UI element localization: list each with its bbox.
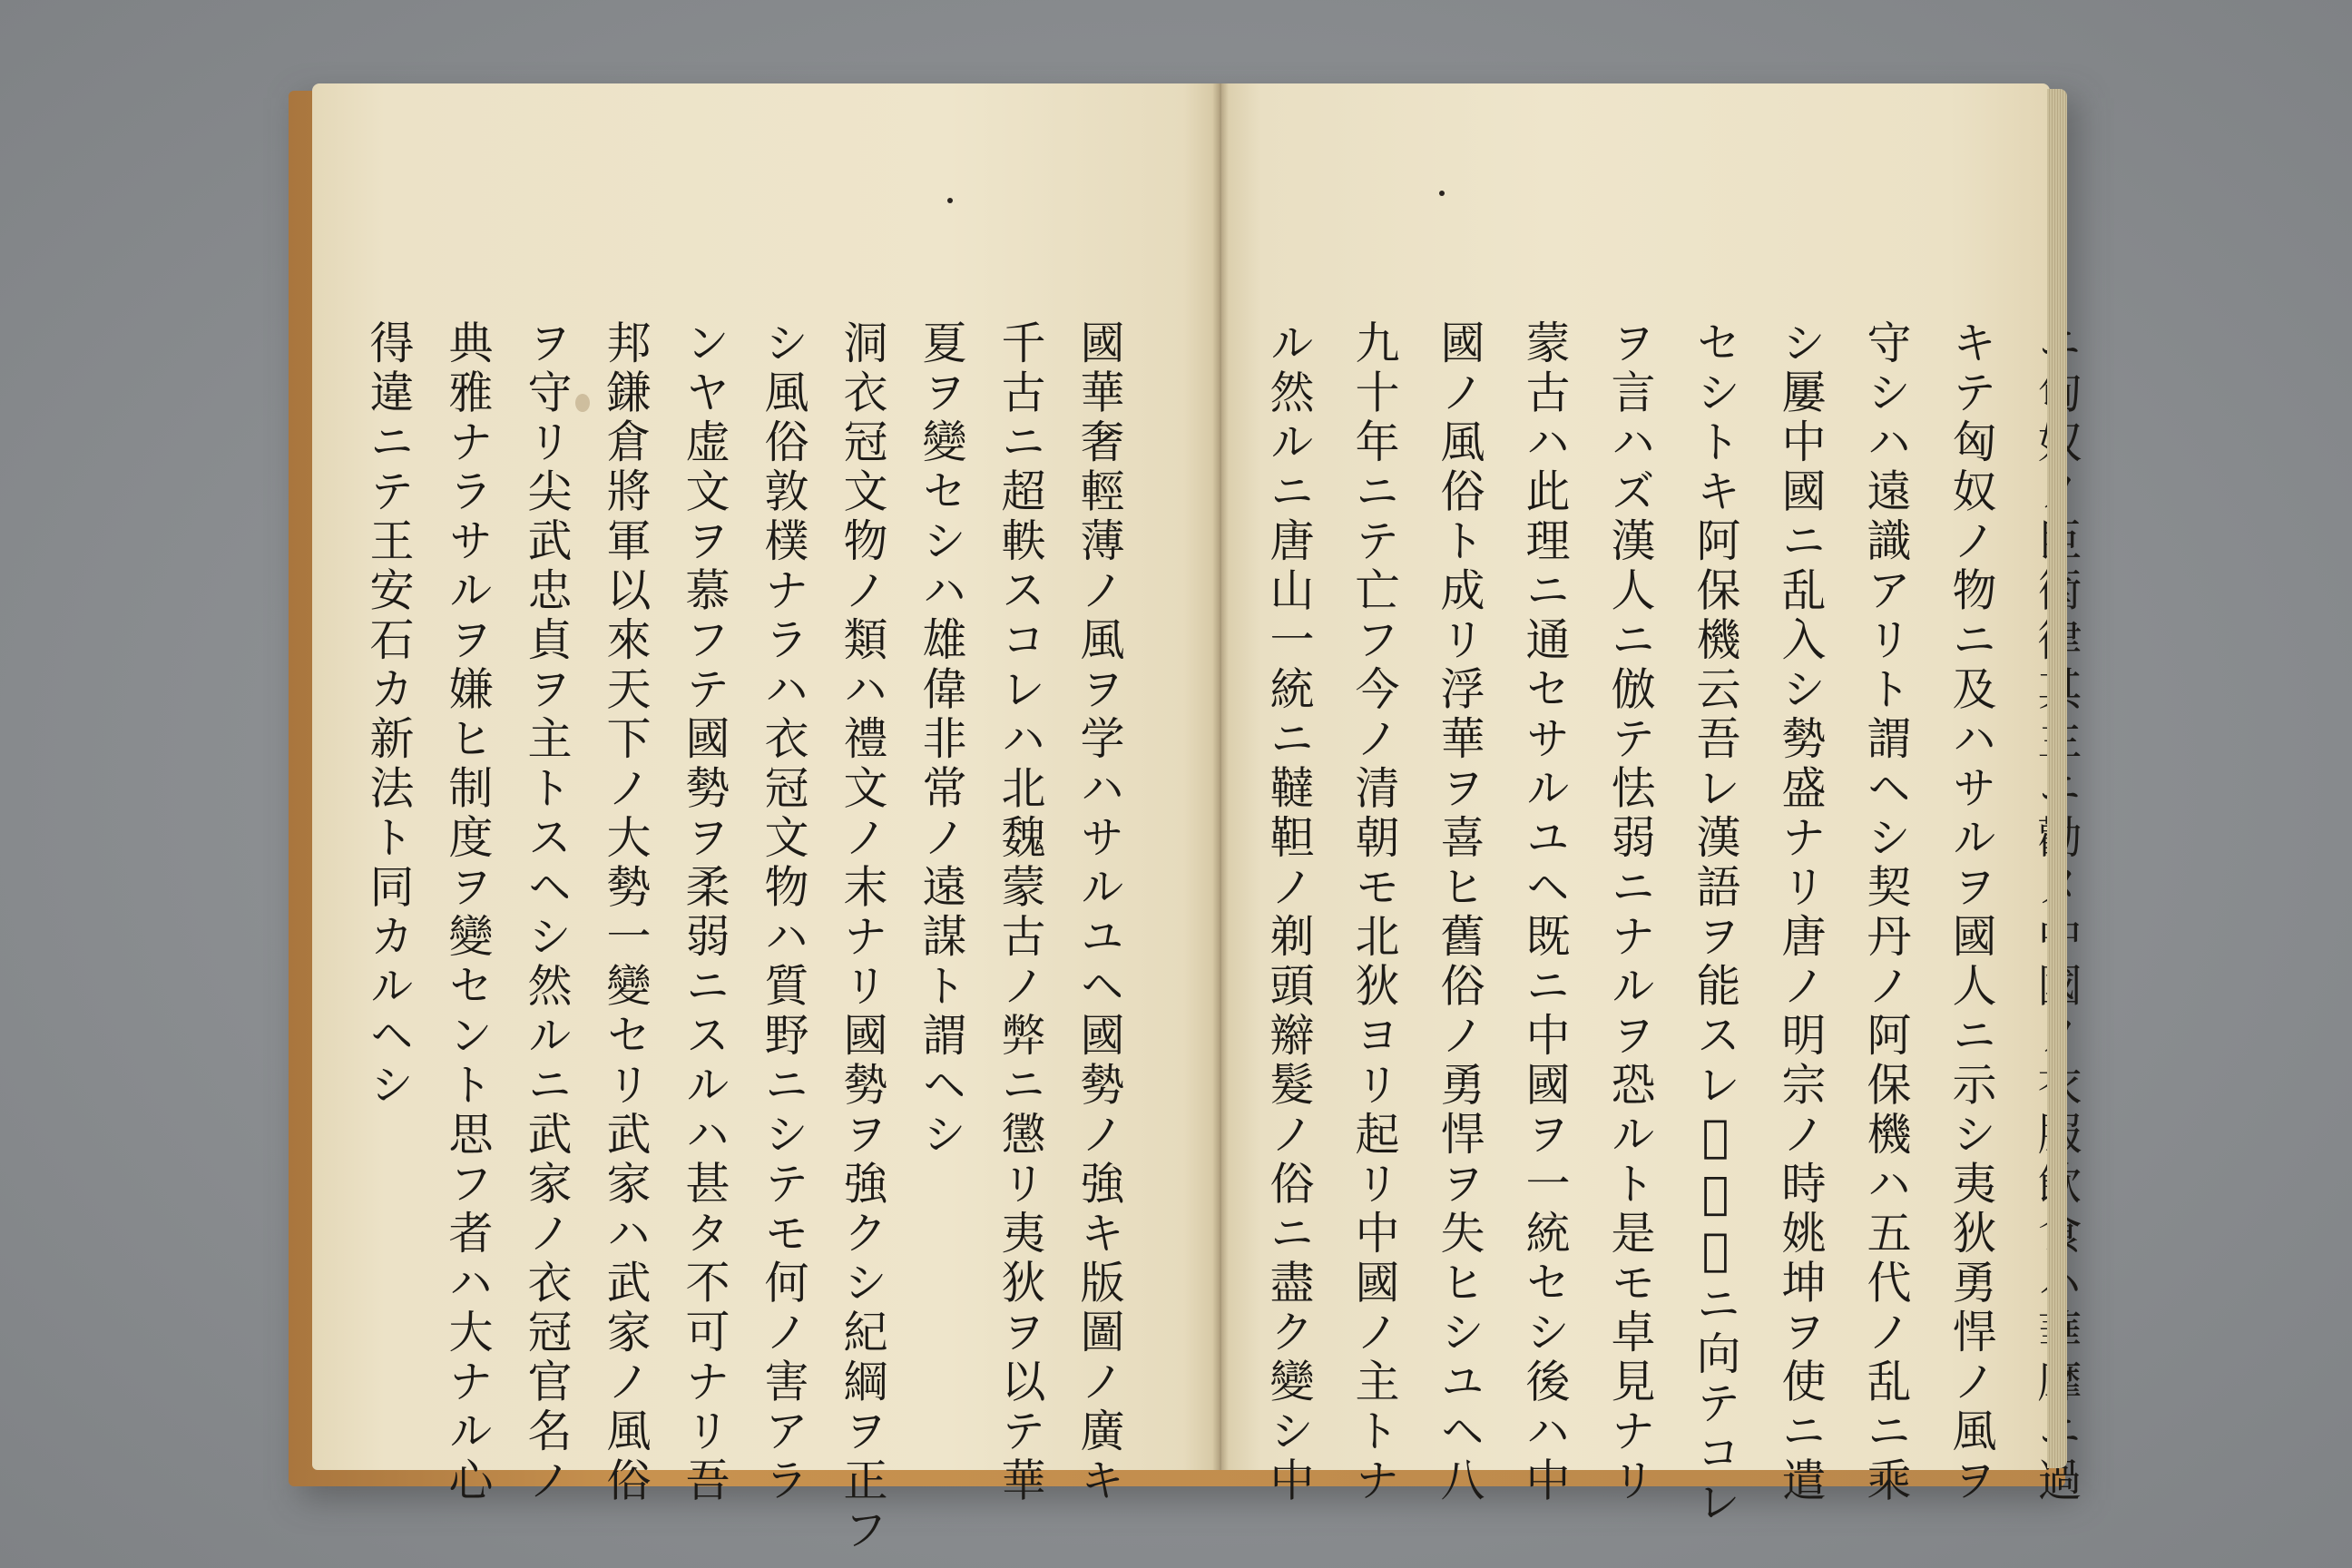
text-column: セシトキ阿保機云吾レ漢語ヲ能スレ𪜈士卒ニ向テコレ	[1690, 319, 1741, 1528]
binding-hole-mark	[947, 198, 953, 203]
text-column: 得違ニテ王安石カ新法ト同カルヘシ	[363, 319, 415, 1111]
right-page	[1220, 83, 2050, 1528]
text-column: ル然ルニ唐山一統ニ韃靼ノ剃頭辮髮ノ俗ニ盡ク變シ中	[1263, 319, 1315, 1506]
binding-hole-mark	[1439, 191, 1445, 196]
text-column: キテ匈奴ノ物ニ及ハサルヲ國人ニ示シ夷狄勇悍ノ風ヲ	[1945, 319, 1997, 1506]
text-column: 國ノ風俗ト成リ浮華ヲ喜ヒ舊俗ノ勇悍ヲ失ヒシユヘ八	[1434, 319, 1485, 1506]
text-column: 邦鎌倉將軍以來天下ノ大勢一變セリ武家ハ武家ノ風俗	[600, 319, 652, 1506]
left-page-text	[363, 319, 1125, 1556]
text-column: ヲ守リ尖武忠貞ヲ主トスヘシ然ルニ武家ノ衣冠官名ノ	[521, 319, 573, 1506]
open-book	[289, 83, 2067, 1556]
text-column: シ屢中國ニ乱入シ勢盛ナリ唐ノ明宗ノ時姚坤ヲ使ニ遣	[1775, 319, 1827, 1506]
book-gutter	[1212, 83, 1229, 1470]
text-column: 洞衣冠文物ノ類ハ禮文ノ末ナリ國勢ヲ強クシ紀綱ヲ正フ	[837, 319, 888, 1556]
text-column: 千古ニ超軼スコレハ北魏蒙古ノ弊ニ懲リ夷狄ヲ以テ華	[995, 319, 1046, 1506]
text-column: 典雅ナラサルヲ嫌ヒ制度ヲ變セント思フ者ハ大ナル心	[442, 319, 494, 1506]
right-page-text	[1263, 319, 2080, 1528]
text-column: ンヤ虚文ヲ慕フテ國勢ヲ柔弱ニスルハ甚タ不可ナリ吾	[679, 319, 730, 1506]
text-column: 蒙古ハ此理ニ通セサルユヘ既ニ中國ヲ一統セシ後ハ中	[1519, 319, 1571, 1506]
left-page	[312, 83, 1220, 1556]
text-column: シ風俗敦樸ナラハ衣冠文物ハ質野ニシテモ何ノ害アラ	[758, 319, 809, 1506]
text-column: 夏ヲ變セシハ雄偉非常ノ遠謀ト謂ヘシ	[916, 319, 967, 1161]
text-column: 守シハ遠識アリト謂ヘシ契丹ノ阿保機ハ五代ノ乱ニ乘	[1860, 319, 1912, 1506]
text-column: 九十年ニテ亡フ今ノ清朝モ北狄ヨリ起リ中國ノ主トナ	[1348, 319, 1400, 1506]
text-column: ヲ言ハズ漢人ニ倣テ怯弱ニナルヲ恐ルト是モ卓見ナリ	[1604, 319, 1656, 1506]
page-stack-edge	[2047, 89, 2067, 1468]
text-column: 國華奢輕薄ノ風ヲ学ハサルユヘ國勢ノ強キ版圖ノ廣キ	[1073, 319, 1125, 1506]
